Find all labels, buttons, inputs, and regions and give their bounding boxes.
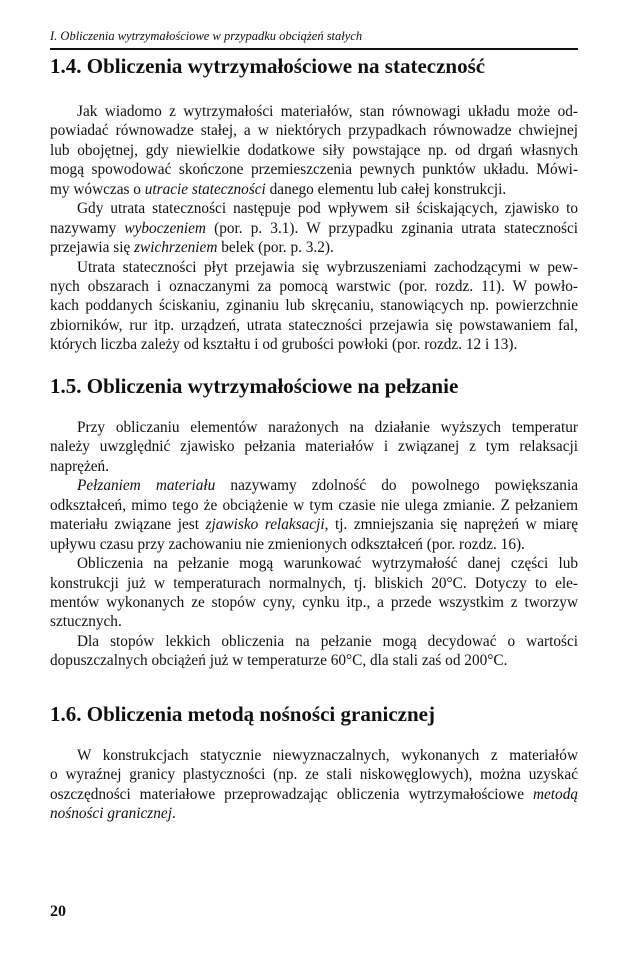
text-line	[50, 593, 578, 612]
text-segment: Przy obliczaniu elementów narażonych na działanie wyższych temperatur	[77, 419, 578, 436]
text-segment: odkształceń, mimo tego że obciążenie w tym czasie nie ulega zmianie. Z pełzaniem	[50, 496, 578, 514]
text-segment: my wówczas o	[50, 180, 145, 198]
text-line	[50, 296, 578, 315]
text-segment: materiału związane jest	[50, 516, 206, 534]
text-line	[50, 277, 578, 296]
text-segment: lub obojętnej, gdy niewielkie dodatkowe siły powstające np. od drgań własnych	[50, 141, 578, 159]
section-heading-1-4: 1.4. Obliczenia wytrzymałościowe na stateczność	[50, 54, 486, 78]
text-line	[50, 535, 578, 554]
text-line	[50, 651, 578, 670]
text-line	[50, 612, 578, 631]
text-segment: nazywamy	[50, 219, 125, 237]
text-line	[50, 160, 578, 179]
text-segment: należy uwzględnić zjawisko pełzania materiałów i związanej z tym relaksacji	[50, 438, 578, 456]
text-line	[50, 335, 578, 354]
text-line	[50, 238, 578, 257]
text-line	[50, 515, 578, 534]
emphasized-term: utracie stateczności	[144, 180, 266, 198]
text-segment: nazywamy zdolność do powolnego powiększania	[215, 477, 578, 495]
section-body-1-5	[50, 418, 578, 671]
text-segment: Jak wiadomo z wytrzymałości materiałów, stan równowagi układu może od-	[77, 103, 578, 120]
text-segment: belek (por. p. 3.2).	[217, 239, 334, 257]
text-segment: zbiorników, rur itp. urządzeń, utrata stateczności przejawia się powstawaniem fal,	[50, 316, 578, 334]
page-number: 20	[50, 903, 66, 920]
text-line	[50, 180, 578, 199]
text-segment: przejawia się	[50, 239, 135, 257]
text-line	[50, 632, 578, 651]
text-line	[50, 785, 578, 804]
text-segment: kach poddanych ściskaniu, zginaniu lub skręcaniu, stanowiących np. powierzchnie	[50, 297, 578, 315]
text-segment: upływu czasu przy zachowaniu nie zmienionych odkształceń (por. rozdz. 16).	[50, 535, 525, 553]
text-line	[50, 746, 578, 765]
emphasized-term: Pełzaniem materiału	[77, 477, 216, 495]
header-rule	[50, 48, 578, 50]
text-line	[50, 765, 578, 784]
text-segment: konstrukcji już w temperaturach normalnych, tj. bliskich 20°C. Dotyczy to ele-	[50, 574, 578, 592]
text-segment: nych obszarach i oznaczanymi za pomocą warstwic (por. rozdz. 11). W powło-	[50, 277, 578, 295]
text-line	[50, 476, 578, 495]
text-segment: naprężeń.	[50, 457, 110, 475]
text-line	[50, 418, 578, 437]
text-line	[50, 804, 578, 823]
text-segment: Dla stopów lekkich obliczenia na pełzanie mogą decydować o wartości	[77, 632, 578, 650]
section-body-1-6	[50, 746, 578, 824]
text-line	[50, 574, 578, 593]
text-line	[50, 258, 578, 277]
emphasized-term: zwichrzeniem	[134, 239, 218, 257]
emphasized-term: metodą	[532, 785, 578, 803]
emphasized-term: wyboczeniem	[124, 219, 206, 237]
text-segment: danego elementu lub całej konstrukcji.	[265, 180, 507, 198]
text-segment: sztucznych.	[50, 613, 122, 631]
text-line	[50, 102, 578, 121]
text-segment: powiadać równowadze stałej, a w niektórych przypadkach równowadze chwiejnej	[50, 122, 578, 140]
text-line	[50, 457, 578, 476]
text-segment: o wyraźnej granicy plastyczności (np. ze stali niskowęglowych), można uzyskać	[50, 766, 578, 784]
text-segment: , tj. zmniejszania się naprężeń w miarę	[324, 516, 578, 534]
section-heading-1-5: 1.5. Obliczenia wytrzymałościowe na pełzanie	[50, 374, 459, 398]
text-segment: .	[171, 805, 176, 823]
text-line	[50, 199, 578, 218]
text-segment: oszczędności materiałowe przeprowadzając obliczenia wytrzymałościowe	[50, 785, 533, 803]
text-segment: mentów wykonanych ze stopów cyny, cynku itp., a przede wszystkim z tworzyw	[50, 593, 578, 611]
text-line	[50, 219, 578, 238]
text-line	[50, 316, 578, 335]
emphasized-term: nośności granicznej	[50, 805, 172, 823]
text-segment: (por. p. 3.1). W przypadku zginania utrata stateczności	[205, 219, 578, 237]
text-line	[50, 554, 578, 573]
section-heading-1-6: 1.6. Obliczenia metodą nośności granicznej	[50, 702, 435, 726]
text-line	[50, 141, 578, 160]
text-line	[50, 496, 578, 515]
emphasized-term: zjawisko relaksacji	[205, 516, 325, 534]
text-segment: których liczba zależy od kształtu i od grubości powłoki (por. rozdz. 12 i 13).	[50, 336, 518, 354]
text-line	[50, 121, 578, 140]
running-header: I. Obliczenia wytrzymałościowe w przypadku obciążeń stałych	[50, 29, 363, 43]
text-segment: Gdy utrata stateczności następuje pod wpływem sił ściskających, zjawisko to	[77, 200, 578, 218]
text-segment: mogą spowodować skończone przemieszczenia pewnych punktów układu. Mówi-	[50, 161, 578, 179]
text-segment: Obliczenia na pełzanie mogą warunkować wytrzymałość danej części lub	[77, 555, 578, 573]
text-segment: W konstrukcjach statycznie niewyznaczalnych, wykonanych z materiałów	[77, 747, 578, 764]
text-line	[50, 437, 578, 456]
text-segment: Utrata stateczności płyt przejawia się wybrzuszeniami zachodzącymi w pew-	[77, 258, 578, 276]
text-segment: dopuszczalnych obciążeń już w temperaturze 60°C, dla stali zaś od 200°C.	[50, 652, 508, 670]
section-body-1-4	[50, 102, 578, 355]
